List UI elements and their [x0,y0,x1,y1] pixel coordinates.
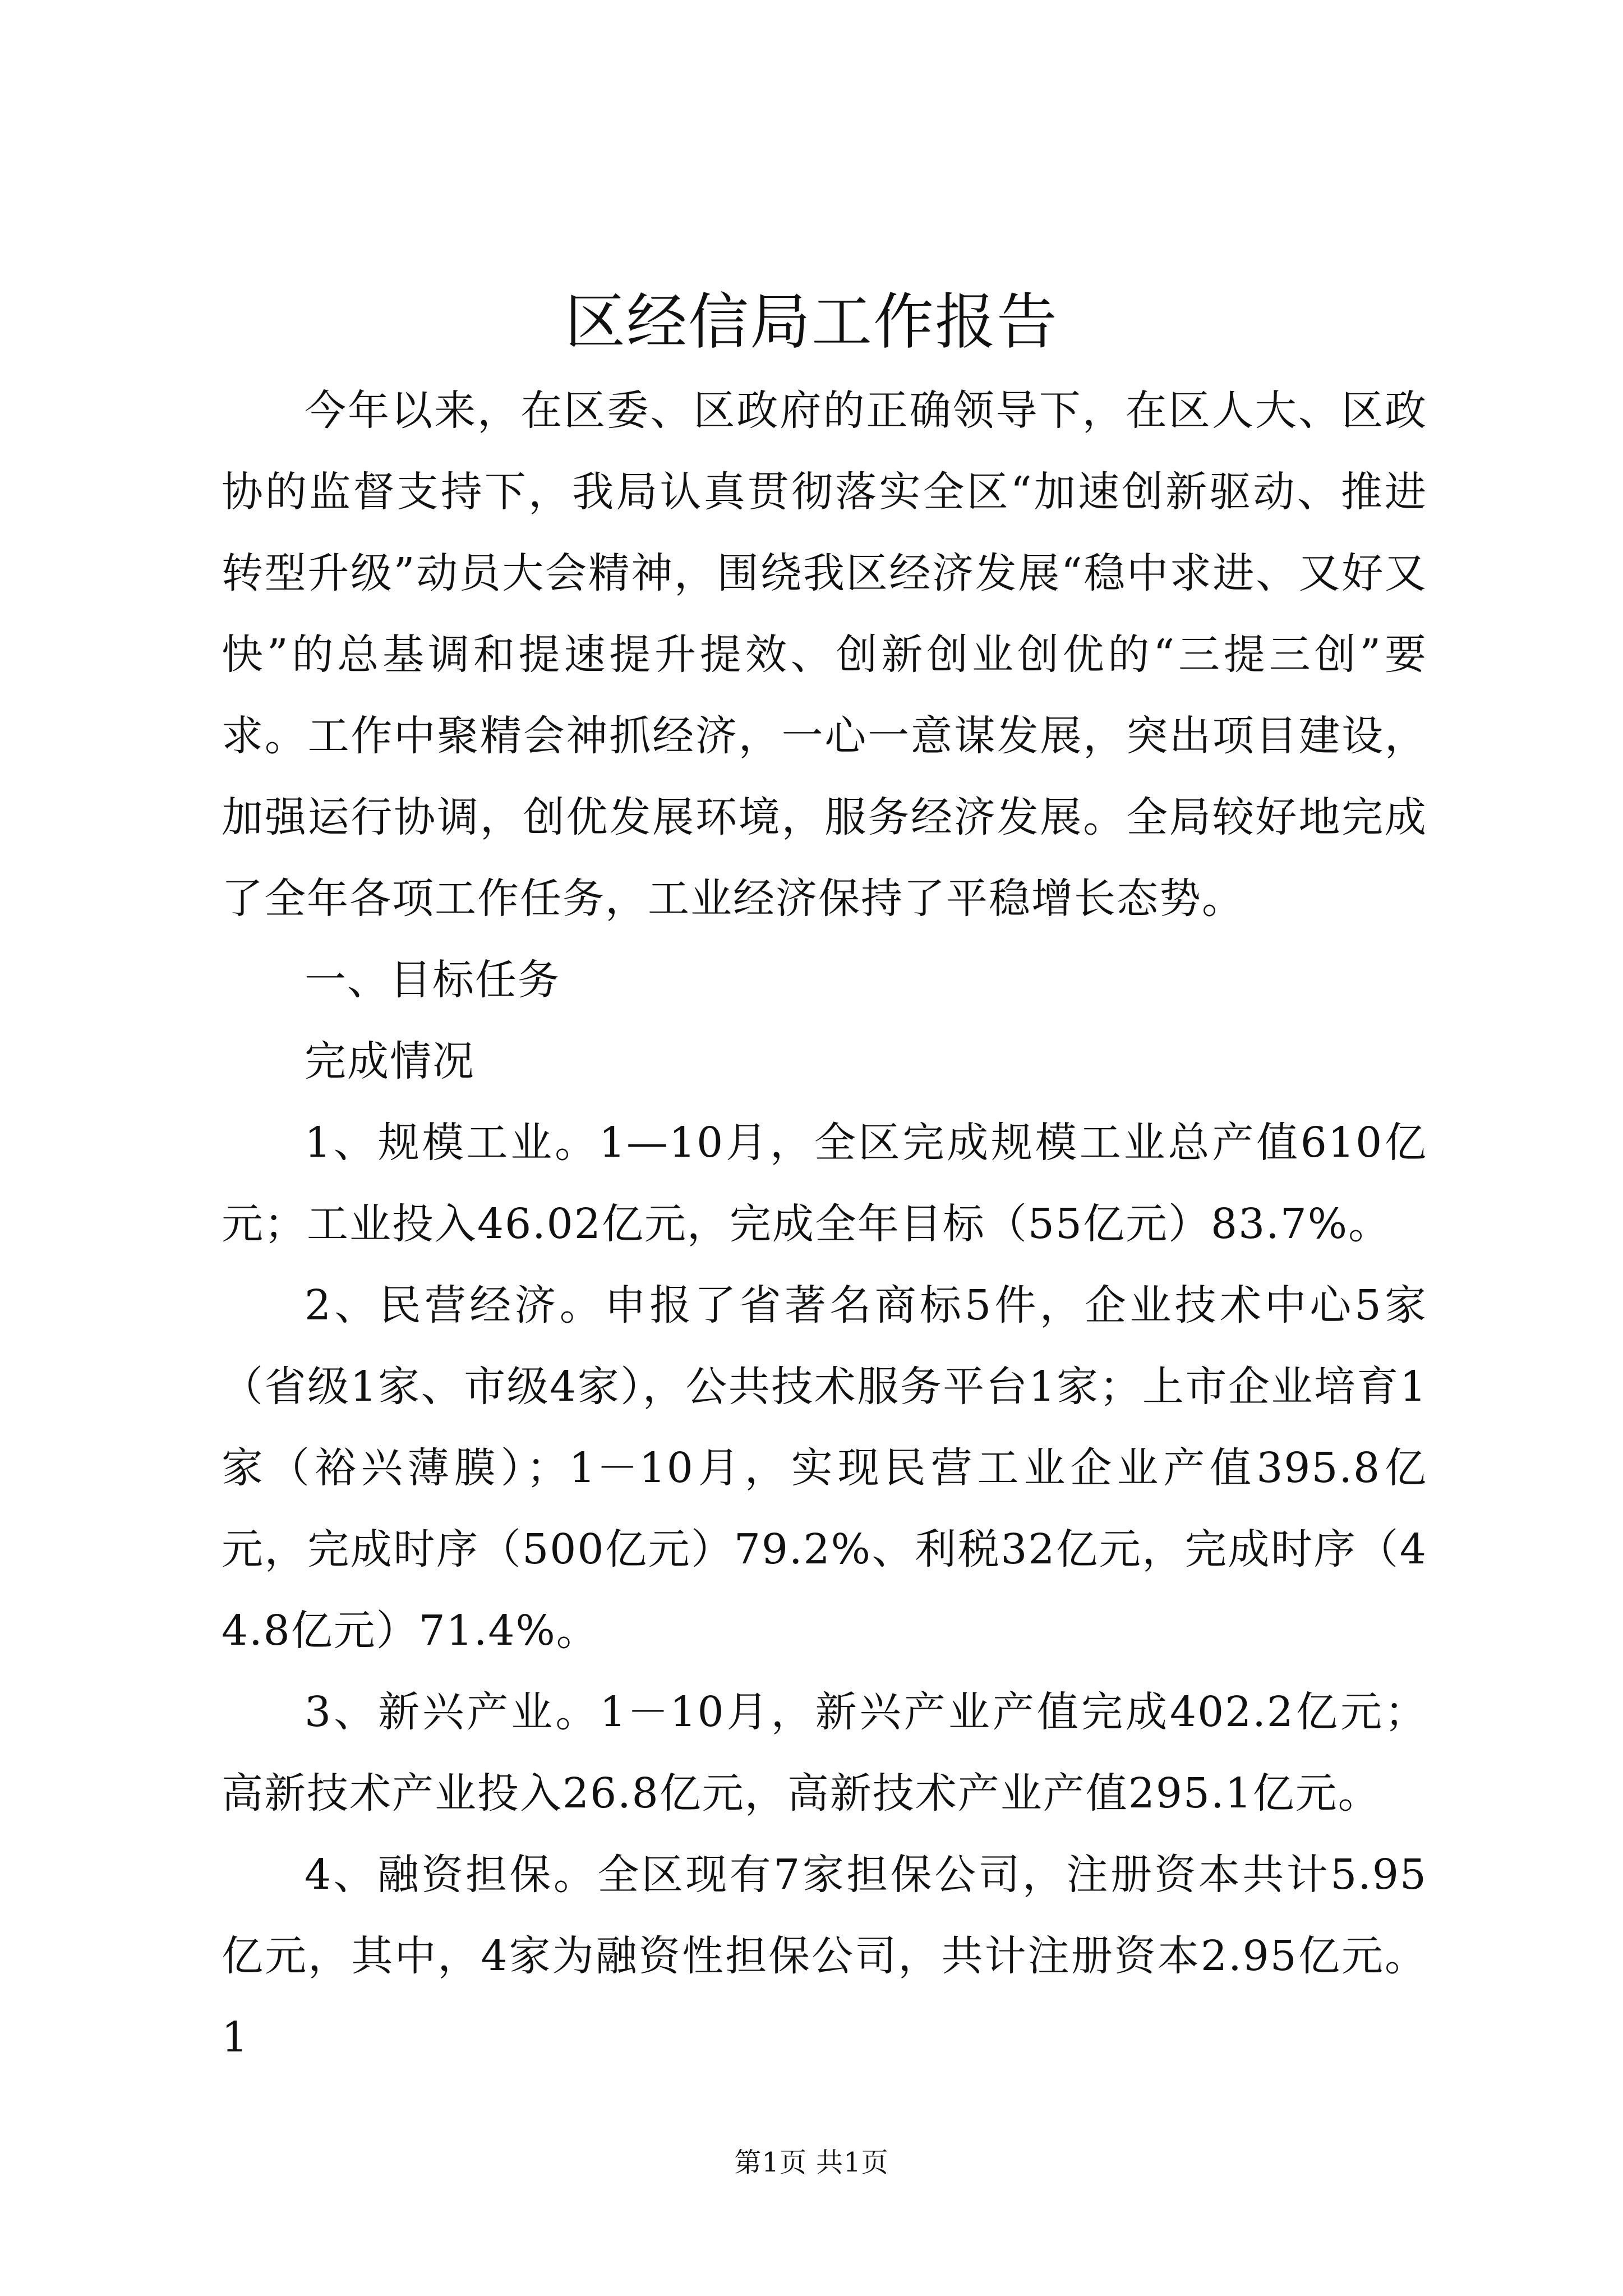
document-body [222,370,1427,2078]
paragraph-private-economy: 2、民营经济。申报了省著名商标5件，企业技术中心5家（省级1家、市级4家），公共技术服务平台1家；上市企业培育1家（裕兴薄膜）；1－10月，实现民营工业企业产值395.8亿元，完成时序（500亿元）79.2%、利税32亿元，完成时序（44.8亿元）71.4%。 [222,1281,1427,1655]
paragraph-intro: 今年以来，在区委、区政府的正确领导下，在区人大、区政协的监督支持下，我局认真贯彻落实全区“加速创新驱动、推进转型升级”动员大会精神，围绕我区经济发展“稳中求进、又好又快”的总基调和提速提升提效、创新创业创优的“三提三创”要求。工作中聚精会神抓经济，一心一意谋发展，突出项目建设，加强运行协调，创优发展环境，服务经济发展。全局较好地完成了全年各项工作任务，工业经济保持了平稳增长态势。 [222,386,1427,923]
paragraph-emerging-industry: 3、新兴产业。1－10月，新兴产业产值完成402.2亿元；高新技术产业投入26.8亿元，高新技术产业产值295.1亿元。 [222,1688,1427,1818]
document-title: 区经信局工作报告 [564,287,1058,357]
section-heading-targets: 一、目标任务 [305,956,560,1004]
subheading-completion: 完成情况 [305,1037,475,1085]
paragraph-financing-guarantee: 4、融资担保。全区现有7家担保公司，注册资本共计5.95亿元，其中，4家为融资性担保公司，共计注册资本2.95亿元。1 [222,1851,1427,2062]
paragraph-scale-industry: 1、规模工业。1—10月，全区完成规模工业总产值610亿元；工业投入46.02亿元，完成全年目标（55亿元）83.7%。 [222,1119,1427,1248]
page-footer: 第1页 共1页 [734,2147,889,2178]
